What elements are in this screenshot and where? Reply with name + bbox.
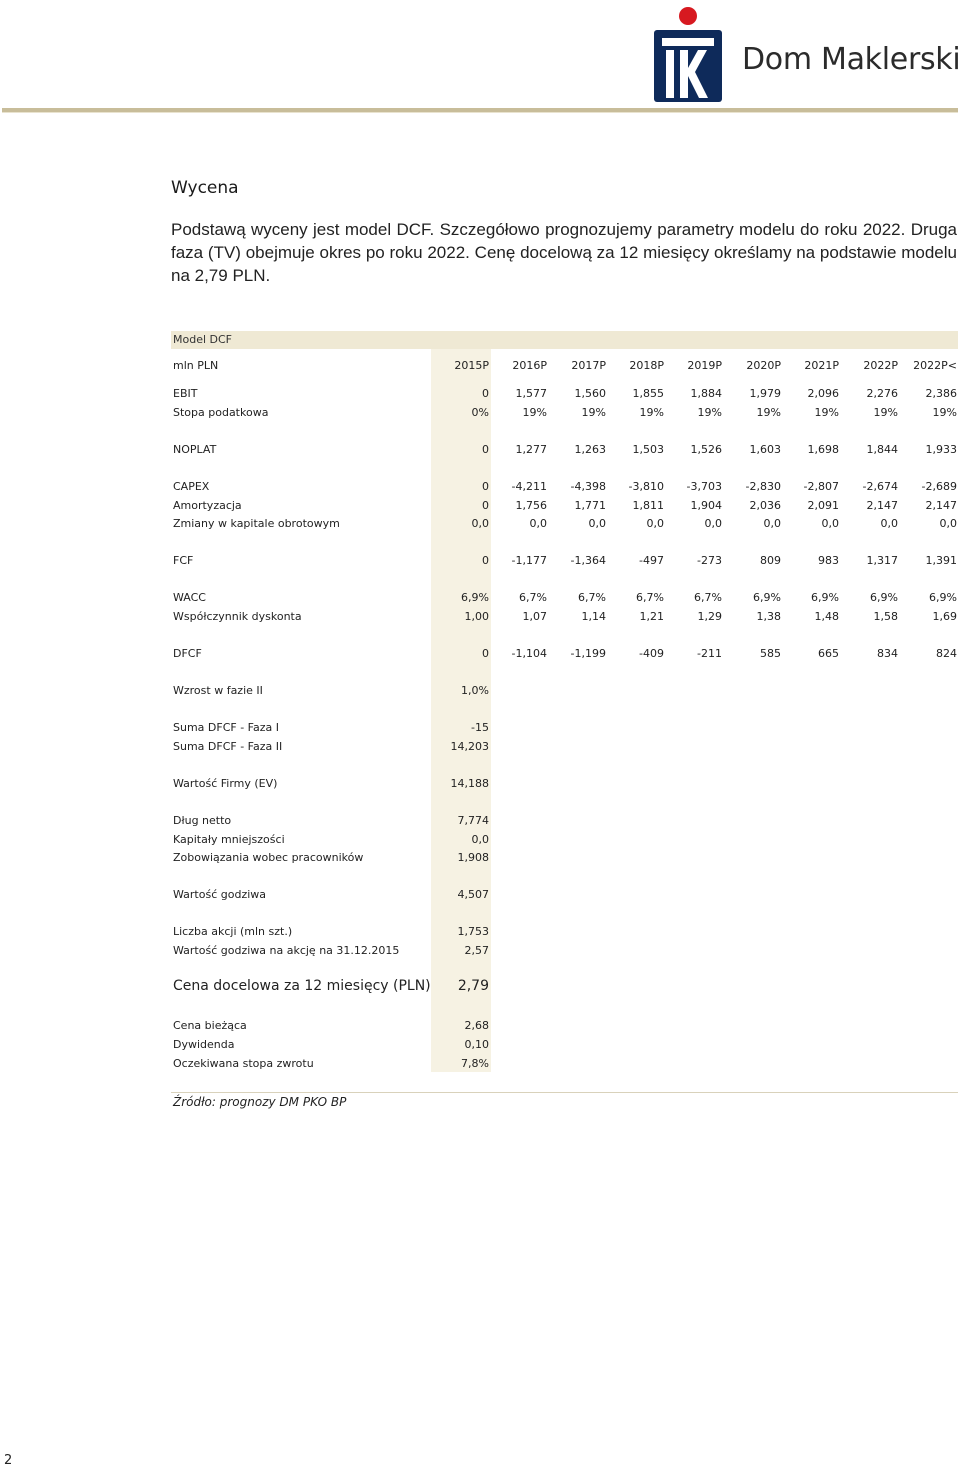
cell: -2,830 xyxy=(745,480,781,493)
cell: 2020P xyxy=(746,359,781,372)
cell: -409 xyxy=(639,647,664,660)
table-row-netdebt xyxy=(171,812,958,830)
table-row-minority xyxy=(171,831,958,849)
cell: 0 xyxy=(482,387,489,400)
row-label: Wartość godziwa xyxy=(173,888,267,901)
row-label: CAPEX xyxy=(173,480,210,493)
cell: 2,147 xyxy=(866,499,898,512)
cell: 19% xyxy=(697,406,722,419)
cell: 1,391 xyxy=(925,554,957,567)
cell: 2015P xyxy=(454,359,489,372)
row-label: Zmiany w kapitale obrotowym xyxy=(173,517,340,530)
table-row-sum1 xyxy=(171,719,958,737)
cell: 19% xyxy=(873,406,898,419)
cell: 0,0 xyxy=(704,517,722,530)
cell: 6,7% xyxy=(636,591,664,604)
cell: 1,29 xyxy=(697,610,722,623)
row-label: Kapitały mniejszości xyxy=(173,833,285,846)
cell-value: 1,753 xyxy=(457,925,489,938)
cell: 1,603 xyxy=(749,443,781,456)
table-title: Model DCF xyxy=(173,333,233,346)
cell: 1,526 xyxy=(690,443,722,456)
cell: -1,104 xyxy=(511,647,547,660)
cell: 19% xyxy=(932,406,957,419)
cell: -2,674 xyxy=(862,480,898,493)
cell: 2019P xyxy=(687,359,722,372)
cell: -211 xyxy=(697,647,722,660)
cell: -4,211 xyxy=(511,480,547,493)
cell-value: 0,0 xyxy=(471,833,489,846)
cell: 2022P xyxy=(863,359,898,372)
cell: 0 xyxy=(482,647,489,660)
cell: 6,9% xyxy=(929,591,957,604)
cell: 1,48 xyxy=(814,610,839,623)
row-label: Wzrost w fazie II xyxy=(173,684,263,697)
cell-value: 7,774 xyxy=(457,814,489,827)
table-row-fcf xyxy=(171,552,958,570)
row-label: Współczynnik dyskonta xyxy=(173,610,302,623)
row-label: Suma DFCF - Faza I xyxy=(173,721,279,734)
cell: 2017P xyxy=(571,359,606,372)
pko-emblem-icon xyxy=(652,4,742,106)
cell: 0 xyxy=(482,480,489,493)
source-note: Źródło: prognozy DM PKO BP xyxy=(173,1095,347,1109)
cell: 19% xyxy=(522,406,547,419)
cell: -3,810 xyxy=(628,480,664,493)
cell: 2,096 xyxy=(807,387,839,400)
page-number: 2 xyxy=(4,1453,13,1468)
row-label: DFCF xyxy=(173,647,202,660)
cell: -273 xyxy=(697,554,722,567)
row-label: Stopa podatkowa xyxy=(173,406,269,419)
cell: 1,577 xyxy=(515,387,547,400)
cell: 1,979 xyxy=(749,387,781,400)
cell: 2022P< xyxy=(913,359,957,372)
cell: 1,904 xyxy=(690,499,722,512)
cell-value: 2,68 xyxy=(464,1019,489,1032)
table-row-employee xyxy=(171,849,958,867)
cell-value: 2,57 xyxy=(464,944,489,957)
row-label: Suma DFCF - Faza II xyxy=(173,740,283,753)
row-label: Amortyzacja xyxy=(173,499,242,512)
table-row-capex xyxy=(171,478,958,496)
table-row-tax xyxy=(171,404,958,422)
cell-value: 0,10 xyxy=(464,1038,489,1051)
table-row-price xyxy=(171,1017,958,1035)
cell: 2,036 xyxy=(749,499,781,512)
cell: 1,698 xyxy=(807,443,839,456)
cell: -1,177 xyxy=(511,554,547,567)
table-row-wc xyxy=(171,515,958,533)
table-title-band xyxy=(171,331,958,349)
cell: 2,276 xyxy=(866,387,898,400)
cell: 6,7% xyxy=(578,591,606,604)
cell: 824 xyxy=(936,647,957,660)
cell: 2,147 xyxy=(925,499,957,512)
cell: 1,14 xyxy=(581,610,606,623)
cell: 1,756 xyxy=(515,499,547,512)
row-label: Cena bieżąca xyxy=(173,1019,247,1032)
cell: 585 xyxy=(760,647,781,660)
cell: 1,503 xyxy=(632,443,664,456)
table-row-dividend xyxy=(171,1036,958,1054)
cell: 2,386 xyxy=(925,387,957,400)
cell: 2018P xyxy=(629,359,664,372)
cell: 19% xyxy=(756,406,781,419)
cell: 834 xyxy=(877,647,898,660)
cell: 1,771 xyxy=(574,499,606,512)
cell: 6,9% xyxy=(753,591,781,604)
cell: -2,807 xyxy=(803,480,839,493)
cell: -2,689 xyxy=(921,480,957,493)
cell: 0,0 xyxy=(939,517,957,530)
table-row-sum2 xyxy=(171,738,958,756)
row-label: Dług netto xyxy=(173,814,232,827)
cell: 0,0 xyxy=(821,517,839,530)
cell: 6,7% xyxy=(519,591,547,604)
table-row-amort xyxy=(171,497,958,515)
row-label: Liczba akcji (mln szt.) xyxy=(173,925,293,938)
table-row-ev xyxy=(171,775,958,793)
cell: -4,398 xyxy=(570,480,606,493)
section-title: Wycena xyxy=(171,178,239,198)
cell: 1,884 xyxy=(690,387,722,400)
cell: 2021P xyxy=(804,359,839,372)
table-row-ebit xyxy=(171,385,958,403)
cell-value: 4,507 xyxy=(457,888,489,901)
cell: 6,9% xyxy=(870,591,898,604)
cell: 1,844 xyxy=(866,443,898,456)
table-row-target xyxy=(171,977,958,999)
table-row-dfcf xyxy=(171,645,958,663)
row-label: Zobowiązania wobec pracowników xyxy=(173,851,364,864)
cell: 0,0 xyxy=(646,517,664,530)
row-label: Dywidenda xyxy=(173,1038,235,1051)
intro-paragraph: Podstawą wyceny jest model DCF. Szczegółowo prognozujemy parametry modelu do roku 2022. Druga faza (TV) obejmuje okres po roku 2022. Cenę docelową za 12 miesięcy określamy na podstawie modelu na 2,79 PLN. xyxy=(171,220,957,285)
cell: -3,703 xyxy=(686,480,722,493)
row-label: Wartość Firmy (EV) xyxy=(173,777,278,790)
cell: 1,560 xyxy=(574,387,606,400)
cell: 1,277 xyxy=(515,443,547,456)
row-label: Cena docelowa za 12 miesięcy (PLN) xyxy=(173,978,431,994)
cell: 1,21 xyxy=(639,610,664,623)
cell: 0 xyxy=(482,554,489,567)
row-label: Oczekiwana stopa zwrotu xyxy=(173,1057,314,1070)
cell: -1,199 xyxy=(570,647,606,660)
cell-value: 14,203 xyxy=(450,740,489,753)
cell: 0 xyxy=(482,443,489,456)
cell: -497 xyxy=(639,554,664,567)
cell: 2016P xyxy=(512,359,547,372)
cell: 0,0 xyxy=(588,517,606,530)
table-row-header xyxy=(171,357,958,375)
cell-value: 1,908 xyxy=(457,851,489,864)
cell: 983 xyxy=(818,554,839,567)
table-row-return xyxy=(171,1055,958,1073)
cell: 6,9% xyxy=(811,591,839,604)
brand-name: Dom Maklerski xyxy=(742,42,960,77)
cell: 1,933 xyxy=(925,443,957,456)
cell: 0,0 xyxy=(529,517,547,530)
cell: 6,9% xyxy=(461,591,489,604)
cell: 1,263 xyxy=(574,443,606,456)
row-label: WACC xyxy=(173,591,206,604)
cell: 1,317 xyxy=(866,554,898,567)
cell: 6,7% xyxy=(694,591,722,604)
row-label: FCF xyxy=(173,554,194,567)
cell: 0,0 xyxy=(880,517,898,530)
header-divider xyxy=(2,108,958,113)
cell-value: -15 xyxy=(471,721,489,734)
cell: 1,38 xyxy=(756,610,781,623)
page-header xyxy=(0,0,960,113)
row-label: Wartość godziwa na akcję na 31.12.2015 xyxy=(173,944,400,957)
table-row-disc xyxy=(171,608,958,626)
cell: 1,811 xyxy=(632,499,664,512)
cell: 1,69 xyxy=(932,610,957,623)
cell: 1,00 xyxy=(464,610,489,623)
table-row-fair xyxy=(171,886,958,904)
cell: 0,0 xyxy=(471,517,489,530)
cell: 2,091 xyxy=(807,499,839,512)
cell-value: 14,188 xyxy=(450,777,489,790)
table-row-growth xyxy=(171,682,958,700)
table-row-shares xyxy=(171,923,958,941)
cell-value: 7,8% xyxy=(461,1057,489,1070)
cell: 0,0 xyxy=(763,517,781,530)
row-label: NOPLAT xyxy=(173,443,217,456)
cell-value: 1,0% xyxy=(461,684,489,697)
cell: -1,364 xyxy=(570,554,606,567)
cell: 1,855 xyxy=(632,387,664,400)
source-divider xyxy=(171,1092,958,1093)
cell: 19% xyxy=(639,406,664,419)
row-label: EBIT xyxy=(173,387,198,400)
table-row-noplat xyxy=(171,441,958,459)
cell-value: 2,79 xyxy=(457,978,489,994)
cell: 1,58 xyxy=(873,610,898,623)
cell: 809 xyxy=(760,554,781,567)
table-row-fairps xyxy=(171,942,958,960)
table-row-wacc xyxy=(171,589,958,607)
pko-logo xyxy=(652,4,960,106)
cell: 1,07 xyxy=(522,610,547,623)
cell: 665 xyxy=(818,647,839,660)
cell: 19% xyxy=(814,406,839,419)
cell: 0 xyxy=(482,499,489,512)
cell: 0% xyxy=(471,406,489,419)
cell: 19% xyxy=(581,406,606,419)
row-label: mln PLN xyxy=(173,359,219,372)
